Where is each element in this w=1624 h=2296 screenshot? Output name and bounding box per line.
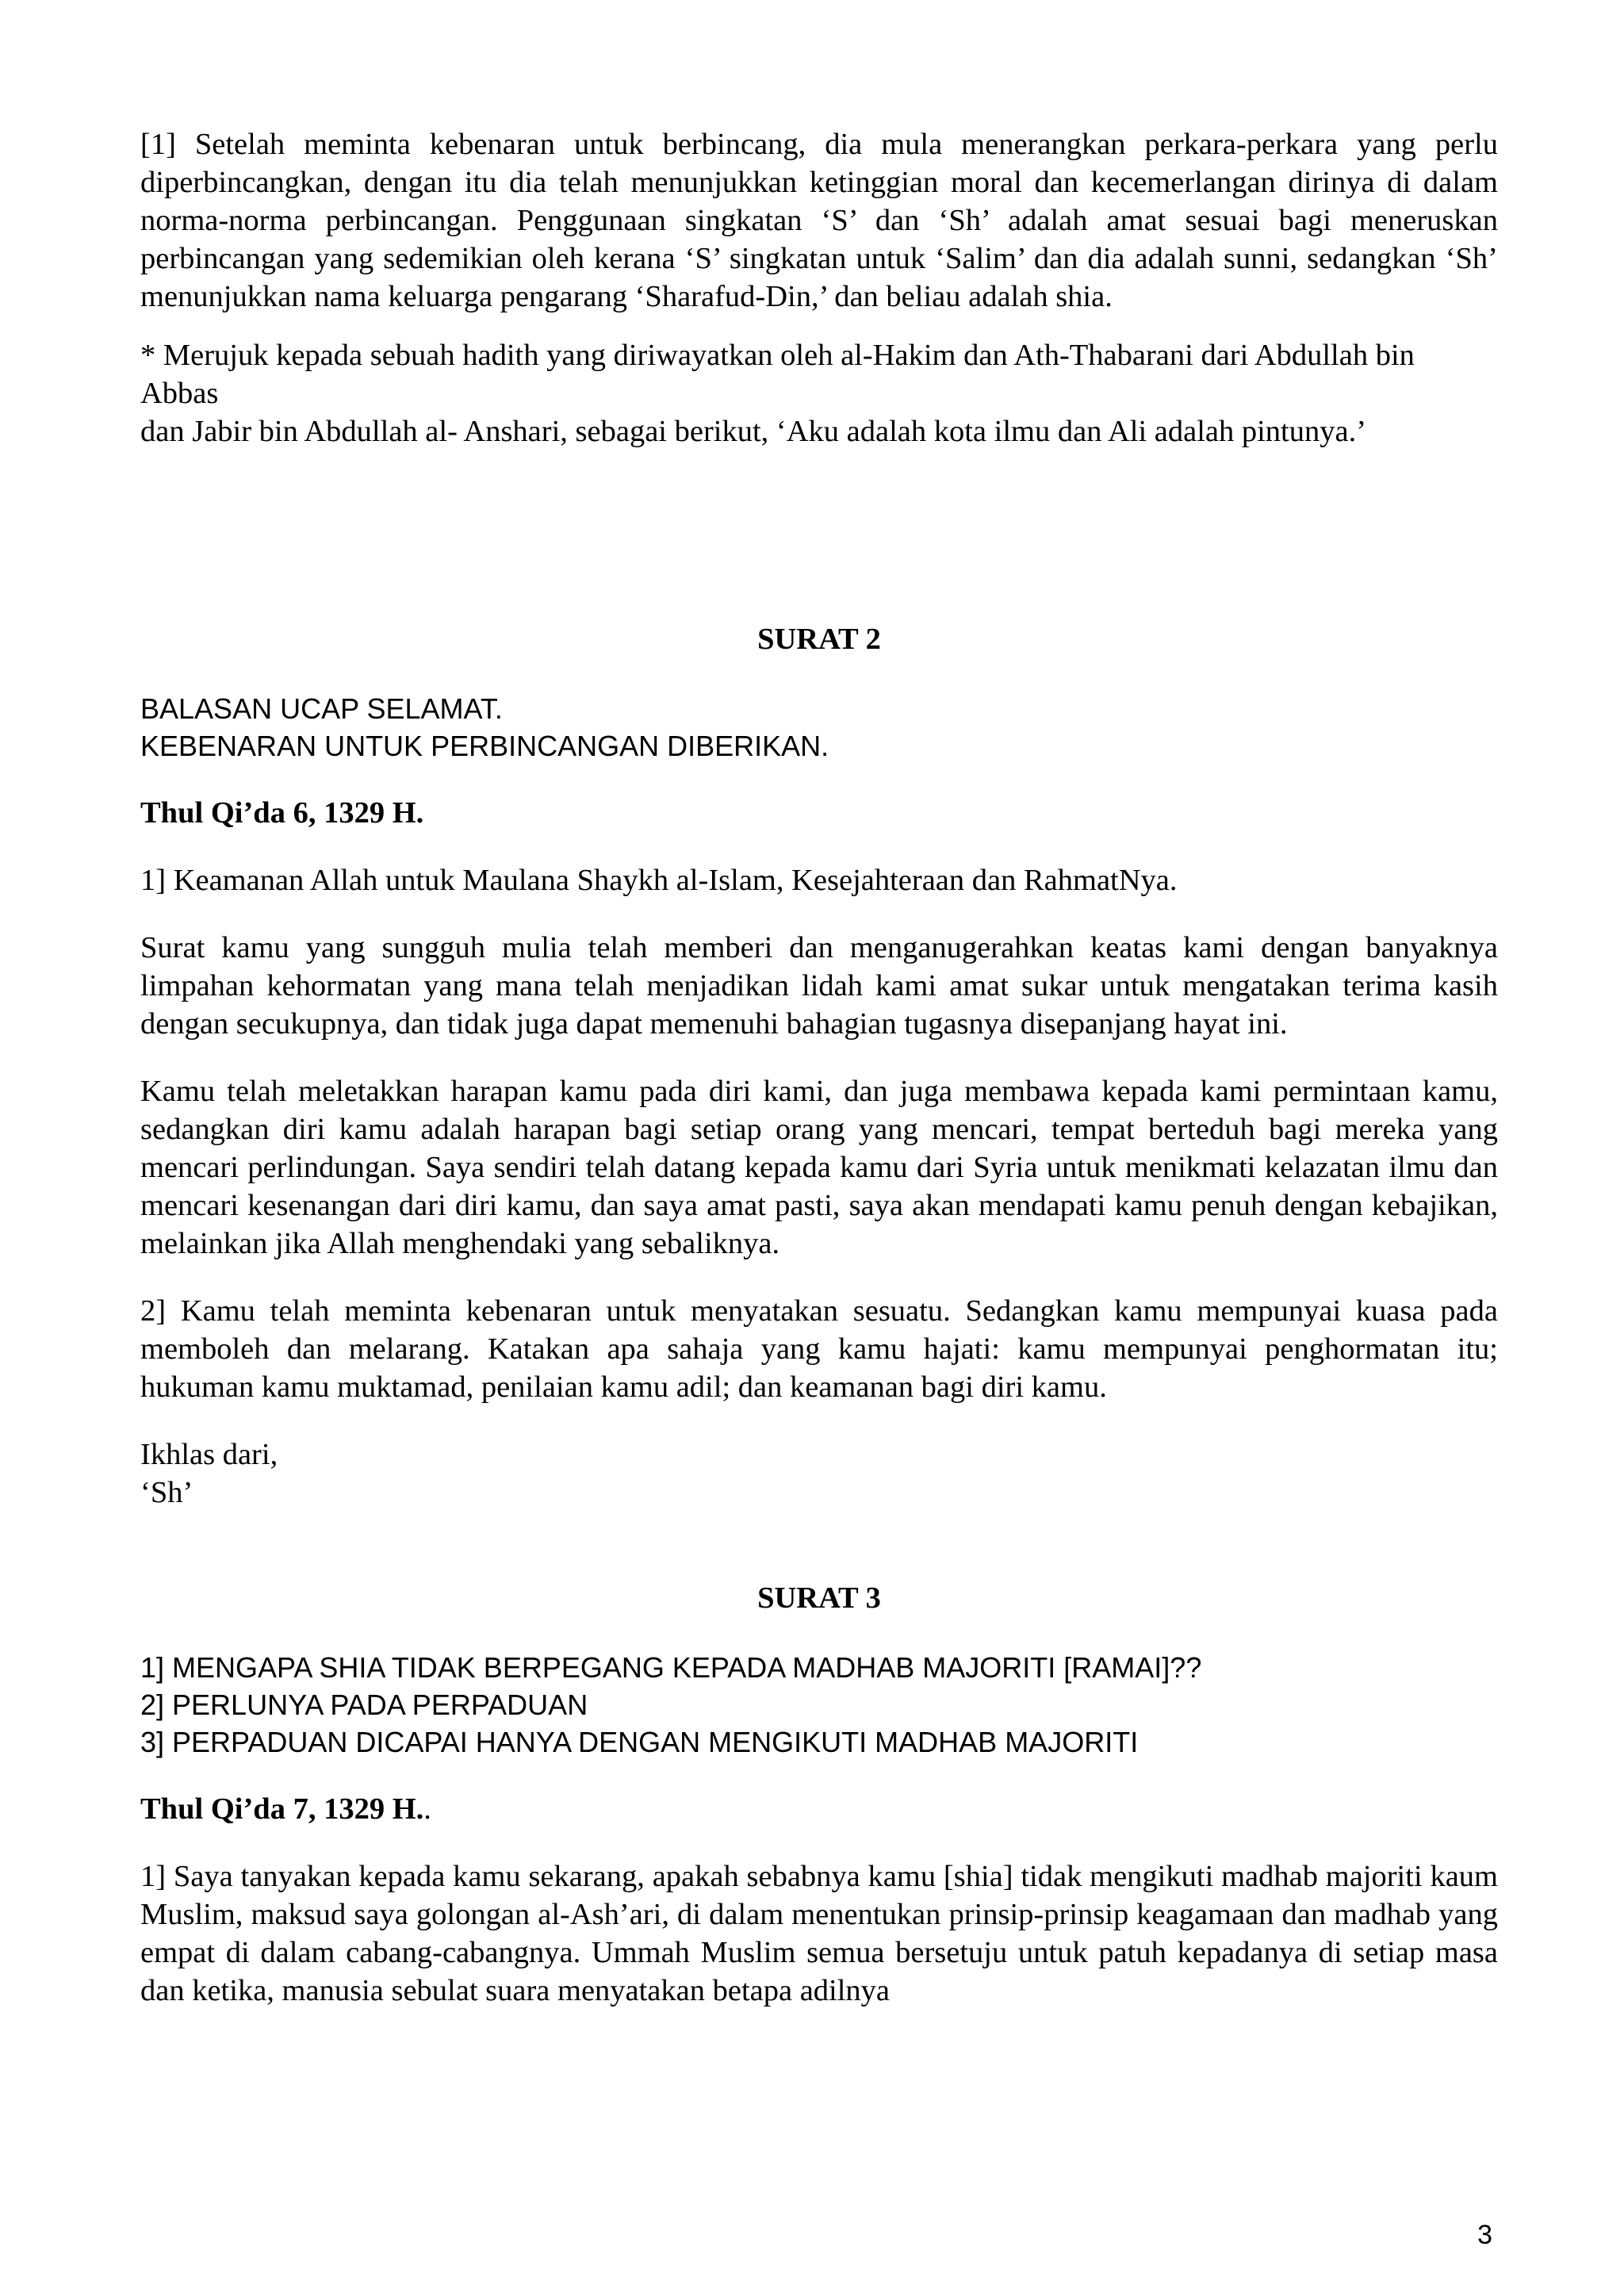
letter-2-paragraph-3: Kamu telah meletakkan harapan kamu pada diri kami, dan juga membawa kepada kami permintaan kamu, sedangkan diri kamu adalah harapan bagi setiap orang yang mencari, tempat berteduh bagi mereka yang mencari perlindungan. Saya sendiri telah datang kepada kamu dari Syria untuk menikmati kelazatan ilmu dan mencari kesenangan dari diri kamu, dan saya amat pasti, saya akan mendapati kamu penuh dengan kebajikan, melainkan jika Allah menghendaki yang sebaliknya. [140, 1075, 1498, 1260]
letter-3-paragraph-1: 1] Saya tanyakan kepada kamu sekarang, apakah sebabnya kamu [shia] tidak mengikuti madhab majoriti kaum Muslim, maksud saya golongan al-Ash’ari, di dalam menentukan prinsip-prinsip keagamaan dan madhab yang empat di dalam cabang-cabangnya. Ummah Muslim semua bersetuju untuk patuh kepadanya di setiap masa dan ketika, manusia sebulat suara menyatakan betapa adilnya [140, 1860, 1498, 2007]
letter-2-subject-1: BALASAN UCAP SELAMAT. [140, 692, 503, 725]
letter-3-date-suffix: . [423, 1792, 431, 1826]
footnote-1: [1] Setelah meminta kebenaran untuk berbincang, dia mula menerangkan perkara-perkara yang perlu diperbincangkan, dengan itu dia telah menunjukkan ketinggian moral dan kecemerlangan dirinya di dalam norma-norma perbincangan. Penggunaan singkatan ‘S’ dan ‘Sh’ adalah amat sesuai bagi meneruskan perbincangan yang sedemikian oleh kerana ‘S’ singkatan untuk ‘Salim’ dan dia adalah sunni, sedangkan ‘Sh’ menunjukkan nama keluarga pengarang ‘Sharafud-Din,’ dan beliau adalah shia. [140, 128, 1498, 313]
letter-2-paragraph-4: 2] Kamu telah meminta kebenaran untuk menyatakan sesuatu. Sedangkan kamu mempunyai kuasa pada memboleh dan melarang. Katakan apa sahaja yang kamu hajati: kamu mempunyai penghormatan itu; hukuman kamu muktamad, penilaian kamu adil; dan keamanan bagi diri kamu. [140, 1294, 1498, 1404]
letter-3-date-line [140, 1790, 1498, 1828]
footnote-star-line-2: dan Jabir bin Abdullah al- Anshari, sebagai berikut, ‘Aku adalah kota ilmu dan Ali adalah pintunya.’ [140, 415, 1367, 448]
page-number: 3 [1477, 2220, 1492, 2250]
footnote-star-line-1: * Merujuk kepada sebuah hadith yang diriwayatkan oleh al-Hakim dan Ath-Thabarani dari Abdullah bin Abbas [140, 339, 1415, 410]
document-page [140, 125, 1498, 2010]
letter-2-closing: Ikhlas dari, [140, 1438, 278, 1471]
letter-2-signature: ‘Sh’ [140, 1476, 193, 1509]
letter-3-subject-3: 3] PERPADUAN DICAPAI HANYA DENGAN MENGIKUTI MADHAB MAJORITI [140, 1726, 1139, 1758]
letter-2-date: Thul Qi’da 6, 1329 H. [140, 796, 424, 830]
letter-2-subject-2: KEBENARAN UNTUK PERBINCANGAN DIBERIKAN. [140, 730, 829, 762]
letter-3-date: Thul Qi’da 7, 1329 H. [140, 1792, 424, 1826]
letter-3-heading: SURAT 3 [757, 1581, 881, 1615]
letter-3-subject-1: 1] MENGAPA SHIA TIDAK BERPEGANG KEPADA MADHAB MAJORITI [RAMAI]?? [140, 1651, 1202, 1684]
letter-2-paragraph-1: 1] Keamanan Allah untuk Maulana Shaykh al-Islam, Kesejahteraan dan RahmatNya. [140, 864, 1178, 897]
letter-2-heading: SURAT 2 [757, 623, 881, 656]
letter-2-paragraph-2: Surat kamu yang sungguh mulia telah memberi dan menganugerahkan keatas kami dengan banyaknya limpahan kehormatan yang mana telah menjadikan lidah kami amat sukar untuk mengatakan terima kasih dengan secukupnya, dan tidak juga dapat memenuhi bahagian tugasnya disepanjang hayat ini. [140, 931, 1498, 1041]
letter-3-subject-2: 2] PERLUNYA PADA PERPADUAN [140, 1688, 588, 1721]
